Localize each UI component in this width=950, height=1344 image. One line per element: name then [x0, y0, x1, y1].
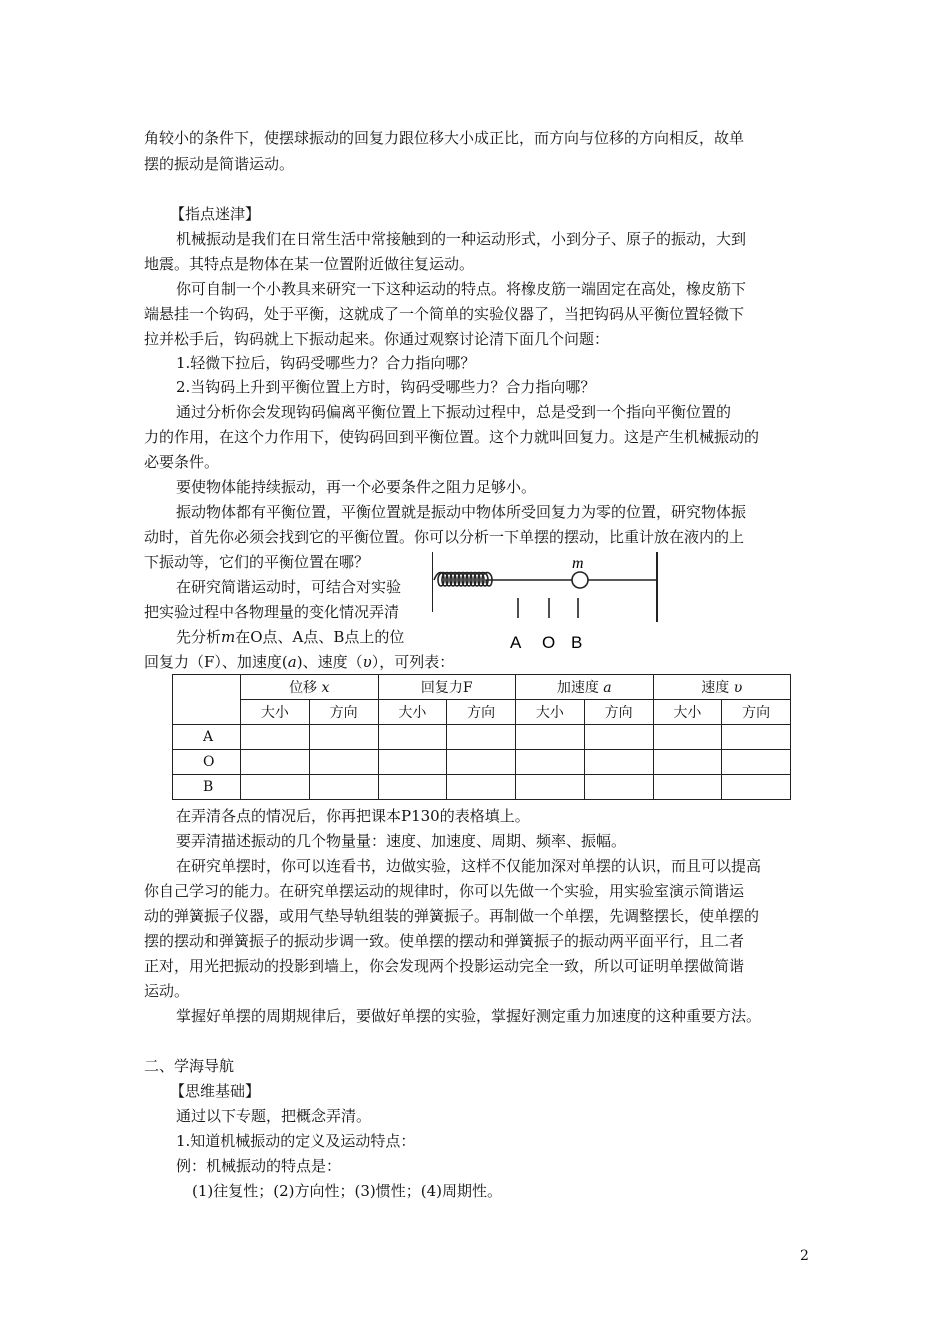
- text-line: 把实验过程中各物理量的变化情况弄清: [144, 603, 400, 621]
- table-cell: [241, 750, 310, 775]
- motion-table: [172, 674, 791, 800]
- table-cell: [309, 725, 378, 750]
- question-1: 1.轻微下拉后，钩码受哪些力？合力指向哪？: [176, 354, 476, 372]
- page-number: 2: [800, 1248, 809, 1264]
- table-cell: [447, 725, 516, 750]
- table-cell: [309, 750, 378, 775]
- section-heading: 【思维基础】: [170, 1082, 261, 1100]
- text-line: 掌握好单摆的周期规律后，要做好单摆的实验，掌握好测定重力加速度的这种重要方法。: [176, 1007, 762, 1025]
- table-row: [173, 750, 791, 775]
- spring-coil: [434, 573, 572, 587]
- table-cell: [653, 775, 722, 800]
- text-line: 要使物体能持续振动，再一个必要条件之阻力足够小。: [176, 478, 537, 496]
- row-label-a: A: [173, 725, 241, 750]
- accel-symbol: a: [287, 653, 297, 671]
- text-line: 运动。: [144, 982, 190, 1000]
- text-line: 角较小的条件下，使摆球振动的回复力跟位移大小成正比，而方向与位移的方向相反，故单: [144, 129, 745, 147]
- text-line: 正对，用光把振动的投影到墙上，你会发现两个投影运动完全一致，所以可证明单摆做简谐: [144, 957, 745, 975]
- header-velocity: 速度 υ: [653, 675, 791, 700]
- text-line: 在弄清各点的情况后，你再把课本P130的表格填上。: [176, 807, 530, 825]
- section-title: 二、学海导航: [144, 1057, 235, 1075]
- subheader-cell: 大小: [653, 700, 722, 725]
- header-restoring-force: 回复力F: [378, 675, 516, 700]
- question-2: 2.当钩码上升到平衡位置上方时，钩码受哪些力？合力指向哪？: [176, 378, 596, 396]
- text-line: 机械振动是我们在日常生活中常接触到的一种运动形式，小到分子、原子的振动，大到: [176, 230, 747, 248]
- text-span: ），可列表：: [371, 653, 455, 671]
- table-cell: [447, 750, 516, 775]
- subheader-cell: 方向: [722, 700, 791, 725]
- table-header-row: [173, 675, 791, 700]
- text-line: 摆的振动是简谐运动。: [144, 155, 295, 173]
- text-line: 要弄清描述振动的几个物量量：速度、加速度、周期、频率、振幅。: [176, 832, 627, 850]
- table-subheader-row: [173, 700, 791, 725]
- table-cell: [309, 775, 378, 800]
- header-displacement: 位移 x: [241, 675, 379, 700]
- mass-ball: [572, 572, 588, 588]
- table-cell: [653, 725, 722, 750]
- table-cell: [584, 775, 653, 800]
- table-cell: [378, 775, 447, 800]
- text-line: 下振动等，它们的平衡位置在哪？: [144, 553, 370, 571]
- table-cell: [241, 725, 310, 750]
- subheader-cell: 大小: [241, 700, 310, 725]
- table-cell: [722, 750, 791, 775]
- text-line: 在研究单摆时，你可以连看书，边做实验，这样不仅能加深对单摆的认识，而且可以提高: [176, 857, 762, 875]
- point-label-a: A: [510, 633, 522, 652]
- text-line: 通过以下专题，把概念弄清。: [176, 1107, 372, 1125]
- text-line: 在研究简谐运动时，可结合对实验: [176, 578, 402, 596]
- mass-label: m: [572, 555, 584, 572]
- text-line: 拉并松手后，钩码就上下振动起来。你通过观察讨论清下面几个问题：: [144, 330, 610, 348]
- text-line: 你可自制一个小教具来研究一下这种运动的特点。将橡皮筋一端固定在高处，橡皮筋下: [176, 280, 747, 298]
- subheader-cell: 大小: [516, 700, 585, 725]
- text-span: 先分析: [176, 628, 222, 646]
- table-cell: [722, 725, 791, 750]
- header-acceleration: 加速度 a: [516, 675, 654, 700]
- text-line: 力的作用，在这个力作用下，使钩码回到平衡位置。这个力就叫回复力。这是产生机械振动的: [144, 428, 760, 446]
- text-line: 必要条件。: [144, 453, 220, 471]
- text-line: 动时，首先你必须会找到它的平衡位置。你可以分析一下单摆的摆动，比重计放在液内的上: [144, 528, 745, 546]
- text-line: 1.知道机械振动的定义及运动特点：: [176, 1132, 416, 1150]
- text-line: 摆的摆动和弹簧振子的振动步调一致。使单摆的摆动和弹簧振子的振动两平面平行，且二者: [144, 932, 745, 950]
- text-span: )、速度（: [296, 653, 363, 671]
- text-line: [144, 652, 454, 672]
- point-label-o: O: [542, 633, 556, 652]
- text-span: 回复力（F）、加速度(: [144, 653, 288, 671]
- table-row: [173, 725, 791, 750]
- text-line: 地震。其特点是物体在某一位置附近做往复运动。: [144, 255, 475, 273]
- subheader-cell: 方向: [447, 700, 516, 725]
- table-cell: [516, 775, 585, 800]
- table-row: [173, 775, 791, 800]
- table-cell: [241, 775, 310, 800]
- spring-oscillator-figure: [432, 552, 660, 656]
- text-line: 振动物体都有平衡位置，平衡位置就是振动中物体所受回复力为零的位置，研究物体振: [176, 503, 747, 521]
- table-cell: [516, 750, 585, 775]
- row-label-b: B: [173, 775, 241, 800]
- subheader-cell: 方向: [309, 700, 378, 725]
- velocity-symbol: υ: [362, 653, 372, 671]
- section-heading: 【指点迷津】: [170, 205, 261, 223]
- text-line: (1)往复性；(2)方向性；(3)惯性；(4)周期性。: [192, 1182, 502, 1200]
- text-line: 通过分析你会发现钩码偏离平衡位置上下振动过程中，总是受到一个指向平衡位置的: [176, 403, 732, 421]
- text-line: 你自己学习的能力。在研究单摆运动的规律时，你可以先做一个实验，用实验室演示简谐运: [144, 882, 745, 900]
- text-line: [176, 627, 404, 647]
- subheader-cell: 大小: [378, 700, 447, 725]
- table-cell: [584, 750, 653, 775]
- mass-symbol: m: [221, 628, 236, 646]
- table-cell: [516, 725, 585, 750]
- text-line: 端悬挂一个钩码，处于平衡，这就成了一个简单的实验仪器了，当把钩码从平衡位置轻微下: [144, 305, 745, 323]
- table-cell: [653, 750, 722, 775]
- table-cell: [447, 775, 516, 800]
- table-cell: [584, 725, 653, 750]
- row-label-o: O: [173, 750, 241, 775]
- table-cell: [722, 775, 791, 800]
- text-span: 在O点、A点、B点上的位: [235, 628, 405, 646]
- point-label-b: B: [571, 633, 583, 652]
- text-line: 例：机械振动的特点是：: [176, 1157, 342, 1175]
- table-cell: [378, 750, 447, 775]
- table-corner-cell: [173, 675, 241, 725]
- table-cell: [378, 725, 447, 750]
- text-line: 动的弹簧振子仪器，或用气垫导轨组装的弹簧振子。再制做一个单摆，先调整摆长，使单摆的: [144, 907, 760, 925]
- subheader-cell: 方向: [584, 700, 653, 725]
